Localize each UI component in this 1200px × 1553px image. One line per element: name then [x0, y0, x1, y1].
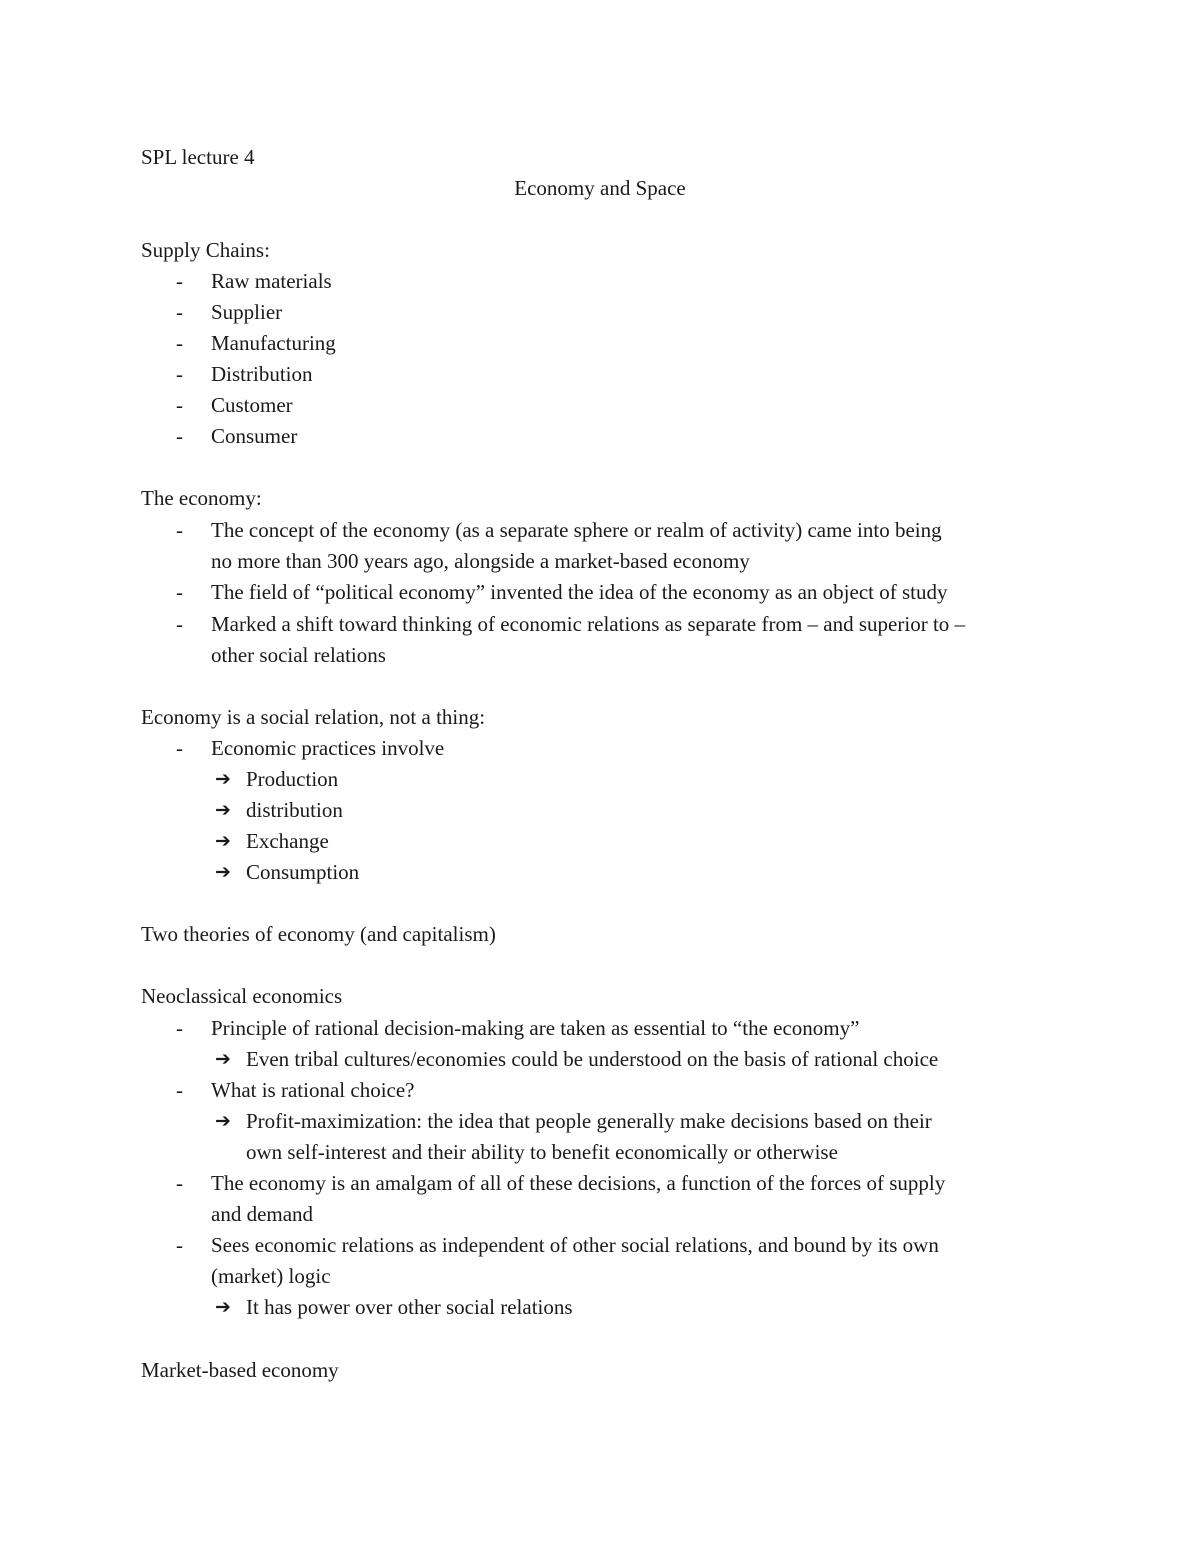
lecture-label: SPL lecture 4 — [141, 145, 255, 169]
arrow-right-icon: ➔ — [215, 1048, 231, 1070]
sub-list-item: Profit-maximization: the idea that people generally make decisions based on their — [246, 1109, 932, 1133]
dash-bullet: - — [176, 269, 183, 293]
sub-list-item: Consumption — [246, 860, 360, 884]
social-relation-heading: Economy is a social relation, not a thing: — [141, 705, 486, 729]
supply-chains-heading: Supply Chains: — [141, 238, 270, 262]
arrow-right-icon: ➔ — [215, 768, 231, 790]
neoclassical-heading: Neoclassical economics — [141, 984, 343, 1008]
sub-list-item: Production — [246, 767, 339, 791]
list-item: Customer — [211, 393, 293, 417]
list-item: Manufacturing — [211, 331, 336, 355]
dash-bullet: - — [176, 736, 183, 760]
market-based-heading: Market-based economy — [141, 1358, 339, 1382]
sub-list-item: Even tribal cultures/economies could be understood on the basis of rational choice — [246, 1047, 939, 1071]
list-item: The economy is an amalgam of all of these decisions, a function of the forces of supply — [211, 1171, 946, 1195]
arrow-right-icon: ➔ — [215, 799, 231, 821]
list-item: Marked a shift toward thinking of economic relations as separate from – and superior to – — [211, 612, 966, 636]
page-title: Economy and Space — [514, 176, 686, 200]
sub-list-item: It has power over other social relations — [246, 1295, 573, 1319]
dash-bullet: - — [176, 1016, 183, 1040]
list-item-continuation: (market) logic — [211, 1264, 331, 1288]
list-item: The field of “political economy” invented the idea of the economy as an object of study — [211, 580, 948, 604]
economy-heading: The economy: — [141, 486, 262, 510]
list-item: Raw materials — [211, 269, 332, 293]
dash-bullet: - — [176, 580, 183, 604]
dash-bullet: - — [176, 1233, 183, 1257]
list-item-continuation: other social relations — [211, 643, 386, 667]
list-item-continuation: and demand — [211, 1202, 314, 1226]
sub-list-item-continuation: own self-interest and their ability to benefit economically or otherwise — [246, 1140, 838, 1164]
dash-bullet: - — [176, 1171, 183, 1195]
sub-list-item: distribution — [246, 798, 343, 822]
arrow-right-icon: ➔ — [215, 861, 231, 883]
list-item: Consumer — [211, 424, 298, 448]
list-item: Principle of rational decision-making are taken as essential to “the economy” — [211, 1016, 860, 1040]
arrow-right-icon: ➔ — [215, 1296, 231, 1318]
dash-bullet: - — [176, 362, 183, 386]
list-item: What is rational choice? — [211, 1078, 415, 1102]
list-item: Supplier — [211, 300, 283, 324]
dash-bullet: - — [176, 393, 183, 417]
list-item: The concept of the economy (as a separate sphere or realm of activity) came into being — [211, 518, 942, 542]
sub-list-item: Exchange — [246, 829, 329, 853]
dash-bullet: - — [176, 612, 183, 636]
dash-bullet: - — [176, 518, 183, 542]
arrow-right-icon: ➔ — [215, 830, 231, 852]
dash-bullet: - — [176, 331, 183, 355]
arrow-right-icon: ➔ — [215, 1110, 231, 1132]
list-item: Distribution — [211, 362, 313, 386]
list-item: Economic practices involve — [211, 736, 445, 760]
dash-bullet: - — [176, 424, 183, 448]
dash-bullet: - — [176, 300, 183, 324]
two-theories-heading: Two theories of economy (and capitalism) — [141, 922, 496, 946]
list-item: Sees economic relations as independent of other social relations, and bound by its own — [211, 1233, 939, 1257]
dash-bullet: - — [176, 1078, 183, 1102]
list-item-continuation: no more than 300 years ago, alongside a market-based economy — [211, 549, 750, 573]
